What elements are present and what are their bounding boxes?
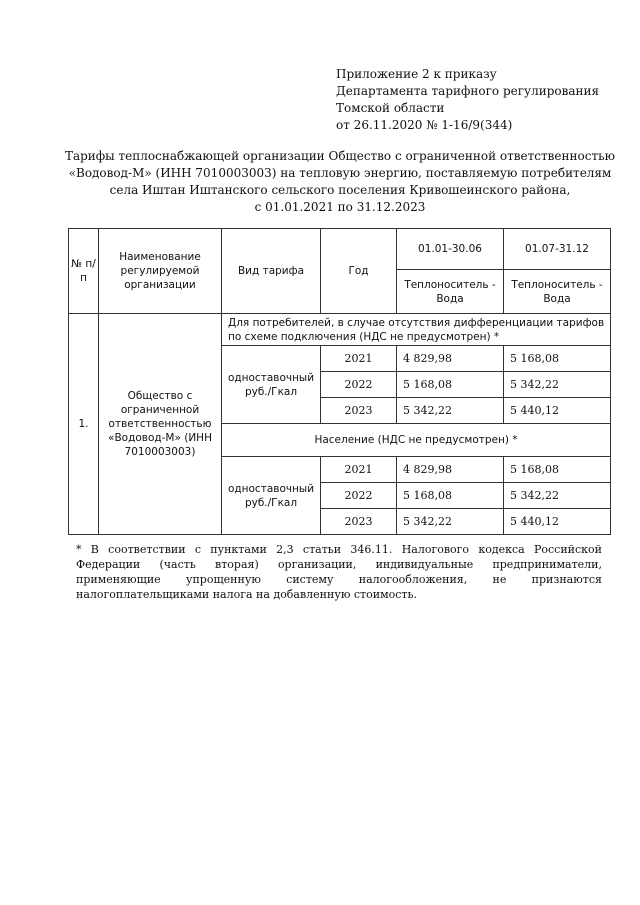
value-cell: 5 440,12	[504, 509, 611, 535]
year-cell: 2023	[321, 398, 397, 424]
appendix-line: от 26.11.2020 № 1-16/9(344)	[336, 118, 513, 132]
section-row	[69, 314, 611, 346]
value-cell: 5 168,08	[504, 346, 611, 372]
tariff-type: одноставочный руб./Гкал	[222, 346, 321, 424]
value-cell: 5 342,22	[504, 483, 611, 509]
title-line: Тарифы теплоснабжающей организации Общество с ограниченной ответственностью	[64, 149, 616, 163]
header-year: Год	[321, 229, 397, 314]
value-cell: 5 168,08	[397, 372, 504, 398]
value-cell: 4 829,98	[397, 346, 504, 372]
header-num: № п/п	[69, 229, 99, 314]
tariff-table	[68, 228, 611, 535]
year-cell: 2022	[321, 483, 397, 509]
value-cell: 5 168,08	[397, 483, 504, 509]
tariff-type: одноставочный руб./Гкал	[222, 457, 321, 535]
header-organization: Наименование регулируемой организации	[99, 229, 222, 314]
title-line: с 01.01.2021 по 31.12.2023	[254, 200, 426, 214]
header-carrier-1: Теплоноситель - Вода	[397, 270, 504, 314]
appendix-header	[336, 66, 599, 134]
value-cell: 5 342,22	[397, 509, 504, 535]
title-line: «Водовод-М» (ИНН 7010003003) на тепловую энергию, поставляемую потребителям	[68, 166, 612, 180]
appendix-line: Приложение 2 к приказу	[336, 67, 497, 81]
header-period-1: 01.01-30.06	[397, 229, 504, 270]
value-cell: 5 342,22	[397, 398, 504, 424]
value-cell: 4 829,98	[397, 457, 504, 483]
section-title: Население (НДС не предусмотрен) *	[222, 424, 611, 457]
value-cell: 5 440,12	[504, 398, 611, 424]
section-title: Для потребителей, в случае отсутствия дифференциации тарифов по схеме подключения (НДС не предусмотрен) *	[222, 314, 611, 346]
row-number: 1.	[69, 314, 99, 535]
document-title	[60, 148, 620, 216]
value-cell: 5 342,22	[504, 372, 611, 398]
year-cell: 2022	[321, 372, 397, 398]
header-tariff-type: Вид тарифа	[222, 229, 321, 314]
header-carrier-2: Теплоноситель - Вода	[504, 270, 611, 314]
appendix-line: Томской области	[336, 101, 445, 115]
footnote: * В соответствии с пунктами 2,3 статьи 346.11. Налогового кодекса Российской Федерации (часть вторая) организации, индивидуальные предприниматели, применяющие упрощенную систему налогообложения, не признаются налогоплательщиками налога на добавленную стоимость.	[76, 543, 602, 601]
value-cell: 5 168,08	[504, 457, 611, 483]
year-cell: 2021	[321, 346, 397, 372]
year-cell: 2023	[321, 509, 397, 535]
header-period-2: 01.07-31.12	[504, 229, 611, 270]
organization-name: Общество с ограниченной ответственностью «Водовод-М» (ИНН 7010003003)	[99, 314, 222, 535]
appendix-line: Департамента тарифного регулирования	[336, 84, 600, 98]
header-row	[69, 229, 611, 270]
year-cell: 2021	[321, 457, 397, 483]
title-line: села Иштан Иштанского сельского поселения Кривошеинского района,	[109, 183, 571, 197]
